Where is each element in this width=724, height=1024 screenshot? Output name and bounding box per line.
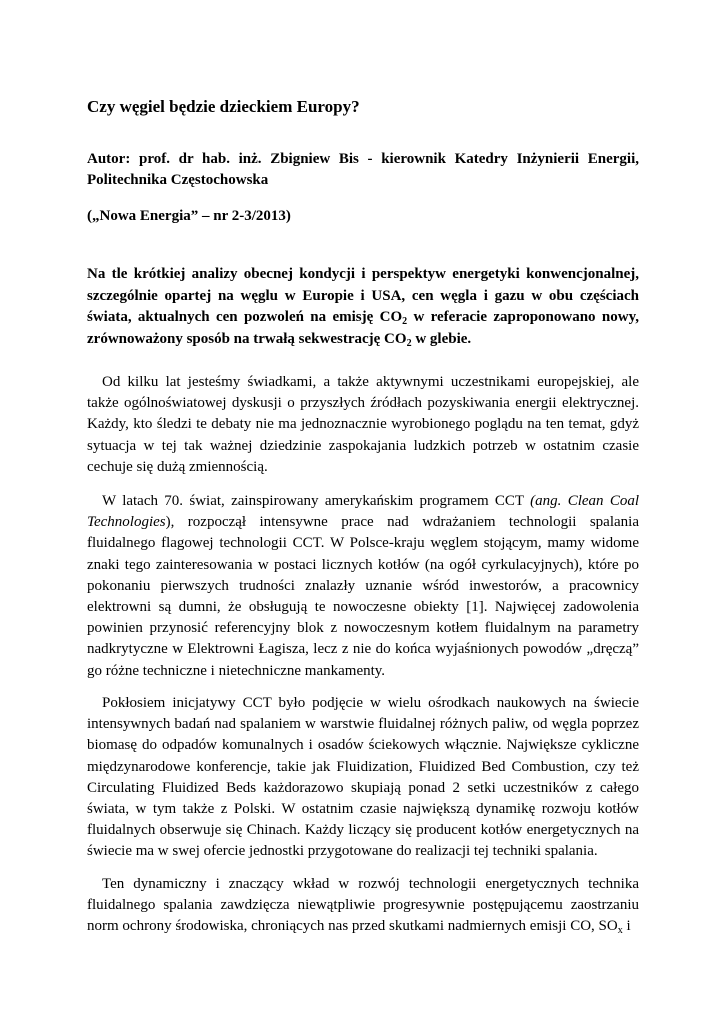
body-paragraph-1: Od kilku lat jesteśmy świadkami, a także aktywnymi uczestnikami europejskiej, ale także ogólnoświatowej dyskusji o przyszłych źródłach pozyskiwania energii elektrycznej. Każdy, kto śledzi te debaty nie ma jednoznacznie wyrobionego poglądu na ten temat, gdyż sytuacja w tej tak ważnej dziedzinie zaspokajania ludzkich potrzeb w ostatnim czasie cechuje się dużą zmiennością. — [87, 374, 639, 475]
body-paragraph-3: Pokłosiem inicjatywy CCT było podjęcie w wielu ośrodkach naukowych na świecie intensywnych badań nad spalaniem w warstwie fluidalnej różnych paliw, od węgla poprzez biomasę do odpadów komunalnych i osadów ściekowych włącznie. Największe cykliczne międzynarodowe konferencje, takie jak Fluidization, Fluidized Bed Combustion, czy też Circulating Fluidized Beds każdorazowo skupiają ponad 2 setki uczestników z całego świata, w tym także z Polski. W ostatnim czasie największą dynamikę rozwoju kotłów fluidalnych obserwuje się Chinach. Każdy liczący się producent kotłów energetycznych na świecie ma w swej ofercie jednostki przygotowane do realizacji tej techniki spalania. — [87, 695, 639, 860]
article-title: Czy węgiel będzie dzieckiem Europy? — [87, 97, 360, 116]
paragraph-2-text-end: ), rozpoczął intensywne prace nad wdrażaniem technologii spalania fluidalnego flagowej technologii CCT. W Polsce-kraju węglem stojącym, mamy widome znaki tego zainteresowania w postaci licznych kotłów (na ogół cyrkulacyjnych), które po pokonaniu pierwszych trudności znalazły uznanie wśród inwestorów, a pracownicy elektrowni są dumni, że obsługują te nowoczesne obiekty [1]. Najwięcej zadowolenia powinien przynosić referencyjny blok z nowoczesnym kotłem fluidalnym na parametry nadkrytyczne w Elektrowni Łagisza, lecz z nie do końca wyjaśnionych powodów „dręczą” go różne techniczne i nietechniczne mankamenty. — [87, 514, 639, 679]
abstract — [87, 264, 639, 350]
co2-subscript-2: 2 — [406, 337, 412, 349]
author-line: Autor: prof. dr hab. inż. Zbigniew Bis - kierownik Katedry Inżynierii Energii, Politechnika Częstochowska — [87, 151, 639, 188]
body-paragraph-4 — [87, 874, 639, 938]
paragraph-4-text-end: i — [622, 918, 631, 935]
paragraph-4-text-start: Ten dynamiczny i znaczący wkład w rozwój technologii energetycznych technika fluidalnego spalania zawdzięcza niewątpliwie progresywnie postępującemu zaostrzaniu norm ochrony środowiska, chroniących nas przed skutkami nadmiernych emisji CO, SO — [87, 876, 639, 935]
co2-subscript-1: 2 — [402, 316, 408, 328]
sox-subscript: x — [617, 925, 623, 937]
body-paragraph-2 — [87, 491, 639, 682]
source-citation: („Nowa Energia” – nr 2-3/2013) — [87, 208, 291, 224]
abstract-text-2: w referacie zaproponowano nowy, zrównoważony sposób na trwałą sekwestrację CO — [87, 309, 639, 347]
paragraph-2-italic-term: (ang. Clean Coal Technologies — [87, 493, 640, 531]
abstract-text-1: Na tle krótkiej analizy obecnej kondycji i perspektyw energetyki konwencjonalnej, szczególnie opartej na węglu w Europie i USA, cen węgla i gazu w obu częściach świata, aktualnych cen pozwoleń na emisję CO — [87, 266, 639, 326]
abstract-text-3: w glebie. — [411, 330, 472, 347]
paragraph-2-text-start: W latach 70. świat, zainspirowany amerykańskim programem CCT — [102, 493, 531, 509]
